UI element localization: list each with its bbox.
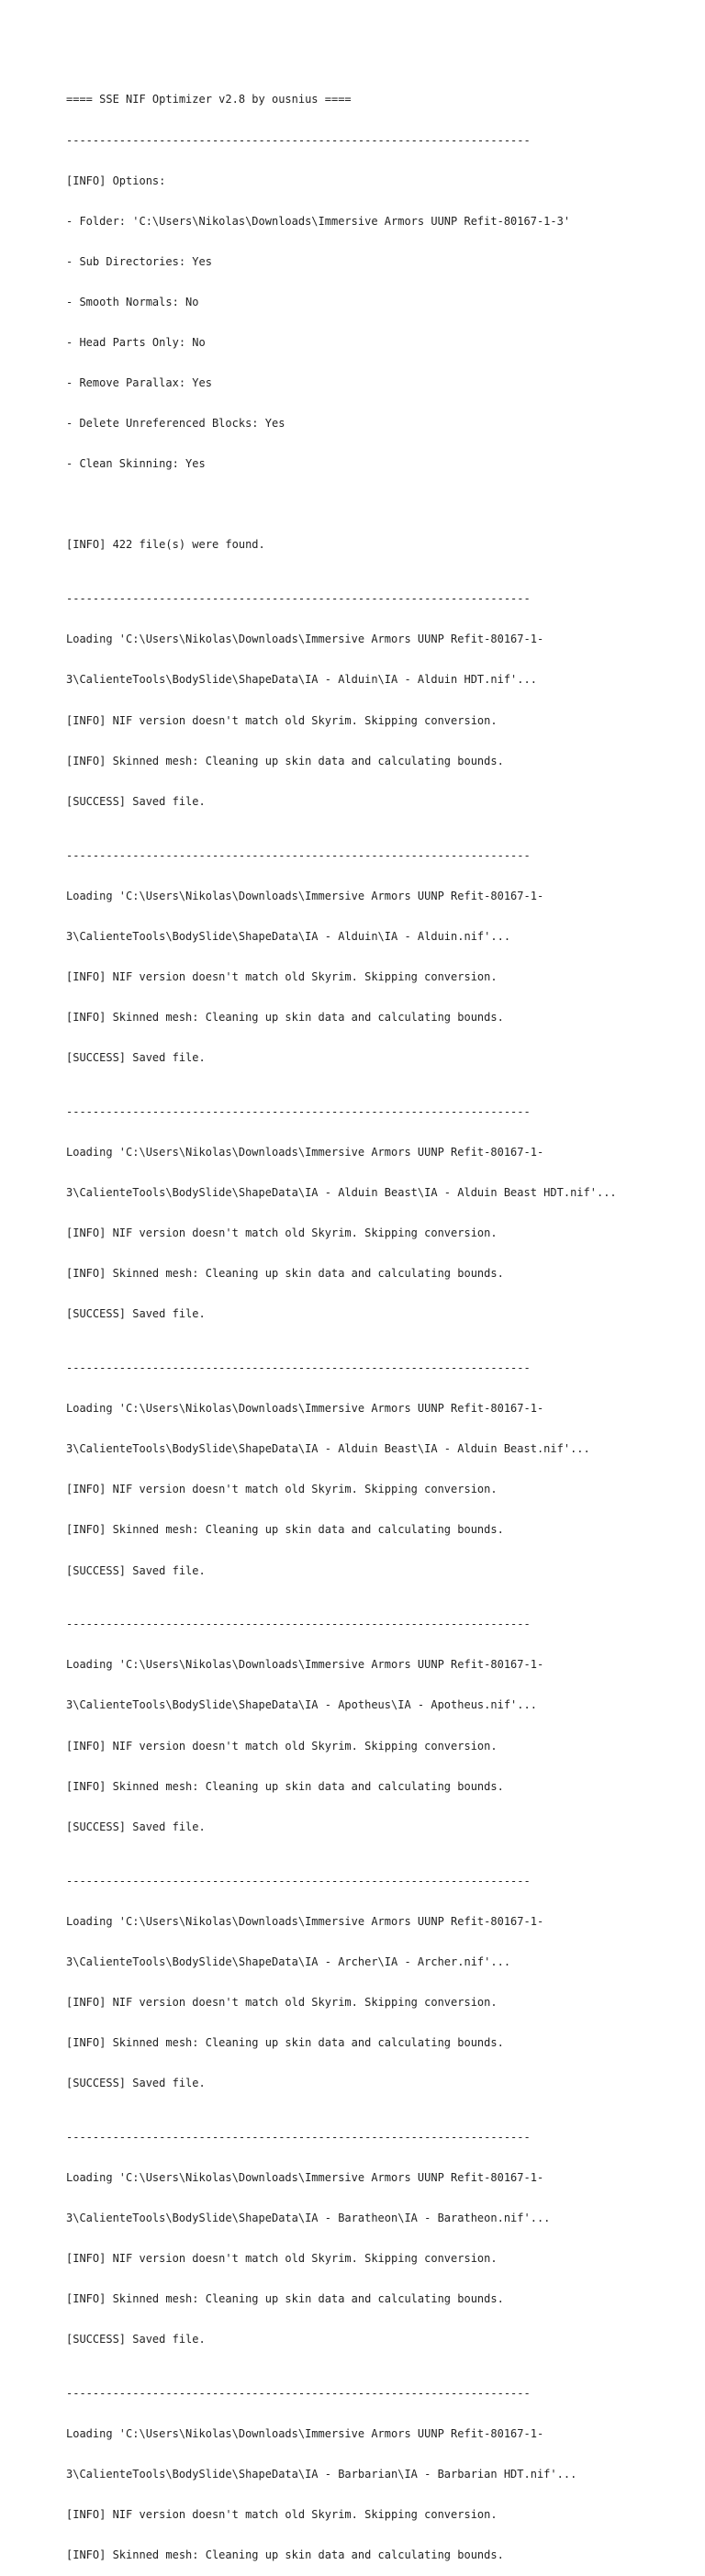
- option-clean-skinning: - Clean Skinning: Yes: [66, 457, 206, 471]
- separator-line: ----------------------------------------------------------------------: [66, 848, 531, 862]
- blank-line: [66, 498, 690, 511]
- options-title: [INFO] Options:: [66, 174, 166, 187]
- separator-line: ----------------------------------------------------------------------: [66, 2130, 531, 2144]
- separator-line: ----------------------------------------------------------------------: [66, 592, 531, 606]
- loading-line: Loading 'C:\Users\Nikolas\Downloads\Immersive Armors UUNP Refit-80167-1-: [66, 1914, 544, 1928]
- loading-line: Loading 'C:\Users\Nikolas\Downloads\Immersive Armors UUNP Refit-80167-1-: [66, 1145, 544, 1159]
- option-smooth-normals: - Smooth Normals: No: [66, 295, 199, 308]
- files-found-line: [INFO] 422 file(s) were found.: [66, 538, 265, 552]
- option-delete-unreferenced-blocks: - Delete Unreferenced Blocks: Yes: [66, 417, 285, 431]
- separator-line: ----------------------------------------------------------------------: [66, 1104, 531, 1118]
- loading-line: Loading 'C:\Users\Nikolas\Downloads\Immersive Armors UUNP Refit-80167-1-: [66, 2427, 544, 2441]
- info-version-line: [INFO] NIF version doesn't match old Skyrim. Skipping conversion.: [66, 2508, 498, 2522]
- info-skinned-line: [INFO] Skinned mesh: Cleaning up skin data and calculating bounds.: [66, 2292, 504, 2306]
- separator-line: ----------------------------------------------------------------------: [66, 133, 531, 147]
- log-header: ==== SSE NIF Optimizer v2.8 by ousnius ====: [66, 93, 352, 106]
- loading-path-line: 3\CalienteTools\BodySlide\ShapeData\IA - Alduin Beast\IA - Alduin Beast HDT.nif'...: [66, 1185, 617, 1199]
- separator-line: ----------------------------------------------------------------------: [66, 2387, 531, 2401]
- loading-line: Loading 'C:\Users\Nikolas\Downloads\Immersive Armors UUNP Refit-80167-1-: [66, 1402, 544, 1416]
- info-skinned-line: [INFO] Skinned mesh: Cleaning up skin data and calculating bounds.: [66, 2548, 504, 2562]
- separator-line: ----------------------------------------------------------------------: [66, 1361, 531, 1375]
- option-remove-parallax: - Remove Parallax: Yes: [66, 376, 212, 390]
- info-skinned-line: [INFO] Skinned mesh: Cleaning up skin data and calculating bounds.: [66, 1779, 504, 1793]
- success-line: [SUCCESS] Saved file.: [66, 794, 206, 808]
- info-version-line: [INFO] NIF version doesn't match old Skyrim. Skipping conversion.: [66, 1739, 498, 1753]
- info-version-line: [INFO] NIF version doesn't match old Skyrim. Skipping conversion.: [66, 1226, 498, 1240]
- info-skinned-line: [INFO] Skinned mesh: Cleaning up skin data and calculating bounds.: [66, 1010, 504, 1024]
- loading-path-line: 3\CalienteTools\BodySlide\ShapeData\IA - Baratheon\IA - Baratheon.nif'...: [66, 2212, 551, 2225]
- info-skinned-line: [INFO] Skinned mesh: Cleaning up skin data and calculating bounds.: [66, 2035, 504, 2049]
- loading-line: Loading 'C:\Users\Nikolas\Downloads\Immersive Armors UUNP Refit-80167-1-: [66, 889, 544, 902]
- separator-line: ----------------------------------------------------------------------: [66, 1874, 531, 1887]
- loading-line: Loading 'C:\Users\Nikolas\Downloads\Immersive Armors UUNP Refit-80167-1-: [66, 1658, 544, 1672]
- success-line: [SUCCESS] Saved file.: [66, 1050, 206, 1064]
- option-folder: - Folder: 'C:\Users\Nikolas\Downloads\Immersive Armors UUNP Refit-80167-1-3': [66, 214, 571, 228]
- info-version-line: [INFO] NIF version doesn't match old Skyrim. Skipping conversion.: [66, 1483, 498, 1496]
- loading-path-line: 3\CalienteTools\BodySlide\ShapeData\IA - Apotheus\IA - Apotheus.nif'...: [66, 1698, 537, 1712]
- loading-path-line: 3\CalienteTools\BodySlide\ShapeData\IA - Alduin\IA - Alduin.nif'...: [66, 929, 511, 943]
- success-line: [SUCCESS] Saved file.: [66, 2077, 206, 2090]
- loading-path-line: 3\CalienteTools\BodySlide\ShapeData\IA - Archer\IA - Archer.nif'...: [66, 1954, 511, 1968]
- info-skinned-line: [INFO] Skinned mesh: Cleaning up skin data and calculating bounds.: [66, 1267, 504, 1281]
- info-skinned-line: [INFO] Skinned mesh: Cleaning up skin data and calculating bounds.: [66, 754, 504, 767]
- loading-path-line: 3\CalienteTools\BodySlide\ShapeData\IA - Alduin\IA - Alduin HDT.nif'...: [66, 673, 537, 687]
- success-line: [SUCCESS] Saved file.: [66, 1820, 206, 1833]
- loading-path-line: 3\CalienteTools\BodySlide\ShapeData\IA - Barbarian\IA - Barbarian HDT.nif'...: [66, 2468, 577, 2481]
- success-line: [SUCCESS] Saved file.: [66, 2333, 206, 2346]
- loading-path-line: 3\CalienteTools\BodySlide\ShapeData\IA - Alduin Beast\IA - Alduin Beast.nif'...: [66, 1442, 590, 1456]
- separator-line: ----------------------------------------------------------------------: [66, 1618, 531, 1631]
- info-skinned-line: [INFO] Skinned mesh: Cleaning up skin data and calculating bounds.: [66, 1523, 504, 1537]
- success-line: [SUCCESS] Saved file.: [66, 1563, 206, 1577]
- info-version-line: [INFO] NIF version doesn't match old Skyrim. Skipping conversion.: [66, 1995, 498, 2009]
- loading-line: Loading 'C:\Users\Nikolas\Downloads\Immersive Armors UUNP Refit-80167-1-: [66, 2170, 544, 2184]
- info-version-line: [INFO] NIF version doesn't match old Skyrim. Skipping conversion.: [66, 969, 498, 983]
- optimizer-log: [66, 66, 690, 2576]
- loading-line: Loading 'C:\Users\Nikolas\Downloads\Immersive Armors UUNP Refit-80167-1-: [66, 633, 544, 646]
- success-line: [SUCCESS] Saved file.: [66, 1307, 206, 1321]
- option-head-parts-only: - Head Parts Only: No: [66, 335, 206, 349]
- info-version-line: [INFO] NIF version doesn't match old Skyrim. Skipping conversion.: [66, 713, 498, 727]
- info-version-line: [INFO] NIF version doesn't match old Skyrim. Skipping conversion.: [66, 2252, 498, 2266]
- option-sub-directories: - Sub Directories: Yes: [66, 254, 212, 268]
